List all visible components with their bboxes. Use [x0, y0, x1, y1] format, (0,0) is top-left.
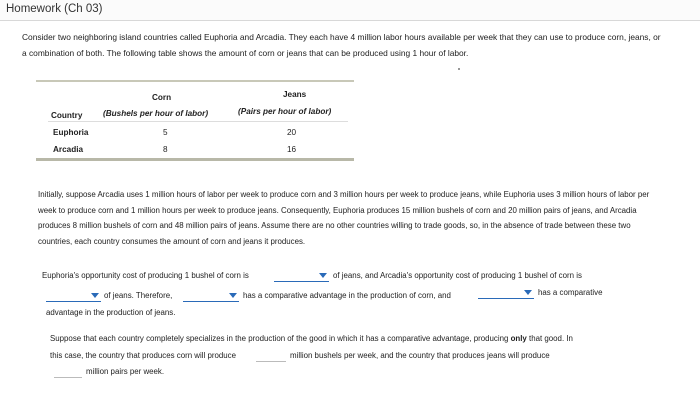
table-row-euphoria-jeans: 20 — [287, 128, 297, 137]
q1-text-6: advantage in the production of jeans. — [46, 308, 176, 317]
table-row-arcadia-jeans: 16 — [287, 145, 297, 154]
q2-text-4: million pairs per week. — [86, 367, 165, 376]
table-row-euphoria-corn: 5 — [163, 128, 168, 137]
question-content — [0, 21, 700, 401]
arcadia-opportunity-cost-dropdown[interactable] — [46, 291, 101, 302]
cursor-dot — [458, 68, 460, 70]
corn-quantity-input[interactable] — [256, 351, 286, 362]
table-row-arcadia-corn: 8 — [163, 145, 168, 154]
corn-advantage-country-dropdown[interactable] — [183, 291, 239, 302]
table-row-euphoria-country: Euphoria — [53, 128, 89, 137]
q1-text-1: Euphoria's opportunity cost of producing 1 bushel of corn is — [42, 271, 249, 280]
jeans-quantity-input[interactable] — [54, 367, 82, 378]
q2-text-1: Suppose that each country completely specializes in the production of the good in which it has a comparative advantage, producing only that good. In — [50, 334, 573, 343]
table-top-rule — [36, 80, 354, 82]
col-header-corn: Corn — [152, 93, 172, 102]
jeans-advantage-country-dropdown[interactable] — [478, 288, 534, 299]
table-bottom-rule — [36, 158, 354, 161]
col-header-jeans-unit: (Pairs per hour of labor) — [238, 107, 332, 116]
header-underline — [48, 121, 348, 122]
q1-text-5: has a comparative — [538, 288, 603, 297]
q1-text-3: of jeans. Therefore, — [104, 291, 173, 300]
euphoria-opportunity-cost-dropdown[interactable] — [274, 271, 329, 282]
table-row-arcadia-country: Arcadia — [53, 145, 84, 154]
q1-text-4: has a comparative advantage in the production of corn, and — [243, 291, 451, 300]
emphasis-only: only — [510, 334, 527, 343]
col-header-country: Country — [51, 111, 83, 120]
col-header-jeans: Jeans — [283, 90, 307, 99]
intro-paragraph: Consider two neighboring island countries called Euphoria and Arcadia. They each have 4 million labor hours available per week that they can use to produce corn, jeans, or a combination of both. The following table shows the amount of corn or jeans that can be produced using 1 hour of labor. — [22, 32, 661, 58]
q1-text-2: of jeans, and Arcadia's opportunity cost of producing 1 bushel of corn is — [333, 271, 582, 280]
window-header — [0, 0, 700, 21]
q2-text-3: million bushels per week, and the country that produces jeans will produce — [290, 351, 550, 360]
chevron-down-icon — [229, 293, 237, 298]
chevron-down-icon — [91, 293, 99, 298]
chevron-down-icon — [319, 273, 327, 278]
chevron-down-icon — [524, 290, 532, 295]
q2-text-2: this case, the country that produces corn will produce — [50, 351, 236, 360]
col-header-corn-unit: (Bushels per hour of labor) — [103, 109, 209, 118]
scenario-paragraph: Initially, suppose Arcadia uses 1 million hours of labor per week to produce corn and 3 million hours per week to produce jeans, while Euphoria uses 3 million hours of labor per week to produce corn and 1 million hours per week to produce jeans. Consequently, Euphoria produces 15 million bushels of corn and 20 million pairs of jeans, and Arcadia produces 8 million bushels of corn and 48 million pairs of jeans. Assume there are no other countries willing to trade goods, so, in the absence of trade between these two countries, each country consumes the amount of corn and jeans it produces. — [38, 190, 650, 246]
assignment-title: Homework (Ch 03) — [6, 3, 103, 15]
